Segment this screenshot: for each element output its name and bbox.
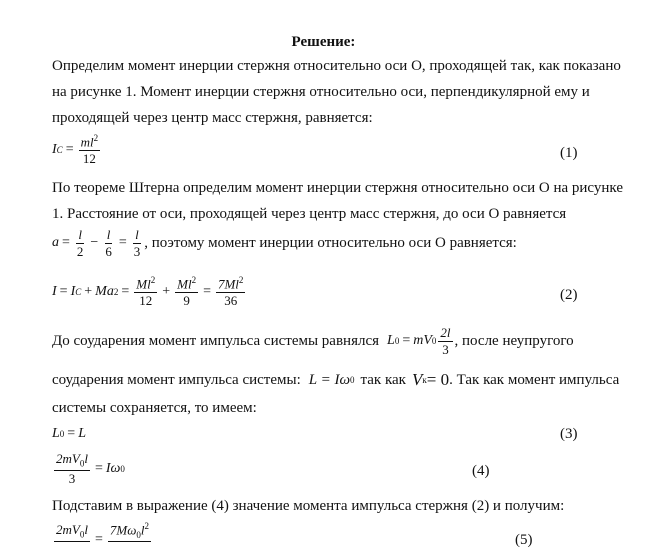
paragraph-3 xyxy=(52,326,574,356)
p3-mv: mV xyxy=(413,333,432,349)
eq4-den: 3 xyxy=(68,471,76,487)
eq4-num-tail: l xyxy=(84,451,88,466)
eq2-ic-sub: C xyxy=(75,286,82,297)
eqa-fraction-3 xyxy=(132,228,143,258)
p4-pre-text: соударения момент импульса системы: xyxy=(52,371,301,388)
eq2-ic: I xyxy=(70,283,76,299)
eq1-num-sup: 2 xyxy=(93,133,99,143)
equation-4-number: (4) xyxy=(472,463,490,479)
paragraph-1-line-1: Определим момент инерции стержня относительно оси О, проходящей так, как показано xyxy=(52,58,621,74)
eq3-lhs: L xyxy=(52,426,60,441)
p3-fraction xyxy=(438,326,452,356)
p3-post-text: , после неупругого xyxy=(454,332,574,349)
equation-1-number: (1) xyxy=(560,145,578,161)
p3-f-num: 2l xyxy=(440,325,451,340)
p4-vk: V xyxy=(411,370,423,389)
equation-2-number: (2) xyxy=(560,287,578,303)
eqa-f1-num: l xyxy=(78,227,82,242)
paragraph-4 xyxy=(52,370,619,390)
eq2-fraction-2 xyxy=(175,276,198,308)
p3-l0-sub: 0 xyxy=(394,336,400,347)
p3-equals: = xyxy=(402,333,411,349)
equation-5 xyxy=(52,522,153,557)
equation-3-number: (3) xyxy=(560,426,578,442)
p4-formula: L = Iω xyxy=(308,371,351,388)
eq3-rhs: L xyxy=(78,426,86,441)
eq1-den: 12 xyxy=(82,150,96,166)
eqa-fraction-2 xyxy=(103,228,114,258)
eqa-f1-den: 2 xyxy=(76,243,84,259)
eqa-f2-num: l xyxy=(106,227,111,242)
eq2-f3-den: 36 xyxy=(224,292,238,308)
paragraph-2-line-2: 1. Расстояние от оси, проходящей через центр масс стержня, до оси О равняется xyxy=(52,206,567,222)
eqa-minus: − xyxy=(90,235,99,251)
eq5-rhs-num-tail: l xyxy=(140,522,145,538)
equation-4 xyxy=(52,452,125,486)
paragraph-1-line-2: на рисунке 1. Момент инерции стержня относительно оси, перпендикулярной ему и xyxy=(52,84,590,100)
p4-formula-sub: 0 xyxy=(350,375,355,385)
eq5-rhs-num: 7Mω xyxy=(109,522,137,538)
eqa-equals-2: = xyxy=(118,235,127,251)
eq2-f3-num: 7Ml xyxy=(217,276,239,292)
eq1-lhs-sub: C xyxy=(56,144,63,155)
eq2-ma: Ma xyxy=(95,283,114,299)
paragraph-2-line-1: По теореме Штерна определим момент инерции стержня относительно оси О на рисунке xyxy=(52,180,623,196)
eq2-fraction-1 xyxy=(134,276,157,308)
eq5-rhs-num-sup: 2 xyxy=(144,521,150,531)
equation-5-number: (5) xyxy=(515,532,533,548)
p4-mid-text: так как xyxy=(360,371,406,388)
eq4-rhs: Iω xyxy=(105,460,121,476)
eq5-equals: = xyxy=(94,531,103,547)
eq5-lhs-num: 2mV xyxy=(56,521,80,537)
eqa-f3-num: l xyxy=(135,227,139,242)
equation-2: I = I C + Ma 2 = $\frac{Ml^2}{12}$ + $\frac{Ml^2}{9}$ = $\frac{7Ml^2}{36}$ xyxy=(52,275,244,308)
paragraph-5: системы сохраняется, то имеем: xyxy=(52,400,257,416)
eq2-f2-num: Ml xyxy=(177,276,192,292)
eq5-rhs-fraction xyxy=(108,522,151,557)
eqa-fraction-1 xyxy=(75,228,86,258)
eq2-f2-sup: 2 xyxy=(191,275,197,285)
solution-heading: Решение: xyxy=(291,34,356,50)
equation-3 xyxy=(52,426,86,442)
eq2-f1-den: 12 xyxy=(139,292,153,308)
eq5-lhs-num-sub: 0 xyxy=(79,529,85,540)
paragraph-6: Подставим в выражение (4) значение момента импульса стержня (2) и получим: xyxy=(52,498,565,514)
eq4-equals: = xyxy=(94,460,103,476)
eq2-plus-2: + xyxy=(162,283,171,299)
eq1-num: ml xyxy=(80,134,94,150)
eq4-fraction xyxy=(54,452,90,486)
eq4-num-sub: 0 xyxy=(79,458,85,469)
eq2-fraction-3 xyxy=(216,276,245,308)
p4-vk-tail: = 0 xyxy=(426,370,450,389)
p3-f-den: 3 xyxy=(442,341,449,357)
eq2-equals-3: = xyxy=(203,283,211,299)
eq2-lhs: I xyxy=(52,283,57,299)
eq1-fraction xyxy=(79,134,101,166)
eq2-f1-num: Ml xyxy=(136,276,151,292)
eqa-lhs: a xyxy=(52,235,59,251)
p3-pre-text: До соударения момент импульса системы равнялся xyxy=(52,332,380,349)
p3-inline-formula xyxy=(387,326,455,356)
p4-post-text: . Так как момент импульса xyxy=(449,371,620,388)
eq2-ma-sup: 2 xyxy=(113,286,119,297)
eq5-rhs-num-sub: 0 xyxy=(136,529,141,540)
eq5-lhs-fraction xyxy=(54,523,90,557)
eq4-num: 2mV xyxy=(56,451,80,466)
distance-equation xyxy=(52,228,517,258)
eq2-f3-sup: 2 xyxy=(238,275,244,285)
p3-l0: L xyxy=(387,333,395,349)
eq1-equals: = xyxy=(65,141,74,157)
eqa-tail-text: , поэтому момент инерции относительно оси О равняется: xyxy=(144,234,517,251)
eq3-equals: = xyxy=(67,426,76,441)
p3-mv-sub: 0 xyxy=(431,336,437,347)
eq2-plus: + xyxy=(84,283,93,299)
eq2-equals: = xyxy=(59,283,68,299)
eq3-lhs-sub: 0 xyxy=(59,429,65,439)
eq5-lhs-num-tail: l xyxy=(84,521,88,537)
paragraph-1-line-3: проходящей через центр масс стержня, равняется: xyxy=(52,110,373,126)
eqa-equals: = xyxy=(62,235,70,251)
eq2-f1-sup: 2 xyxy=(150,275,156,285)
eq4-rhs-sub: 0 xyxy=(120,463,125,474)
p4-vk-sub: к xyxy=(422,375,427,385)
equation-1 xyxy=(52,134,102,166)
eq1-lhs: I xyxy=(52,141,57,157)
eqa-f2-den: 6 xyxy=(105,243,112,259)
eq2-f2-den: 9 xyxy=(183,292,190,308)
eqa-f3-den: 3 xyxy=(133,243,141,259)
